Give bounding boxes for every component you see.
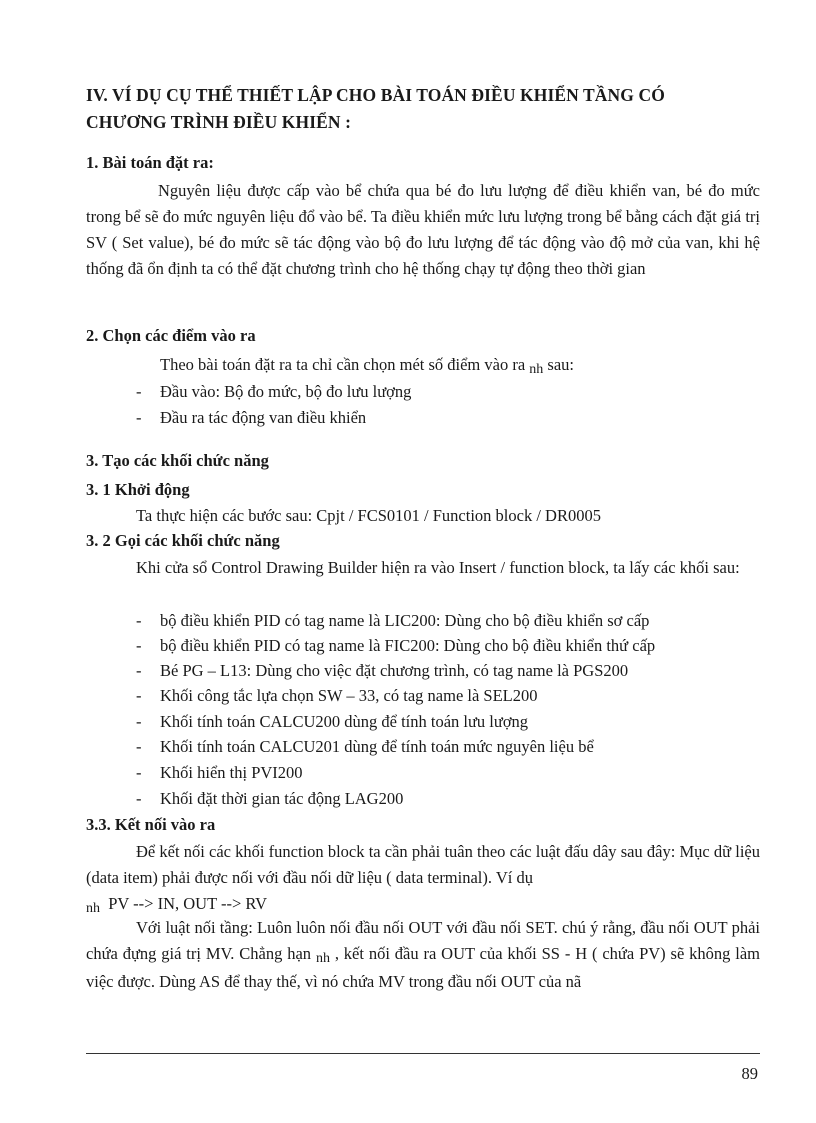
list-item: - Khối công tắc lựa chọn SW – 33, có tag name là SEL200	[136, 686, 538, 705]
list-item: - Khối tính toán CALCU201 dùng để tính toán mức nguyên liệu bể	[136, 737, 594, 756]
list-item: - Khối đặt thời gian tác động LAG200	[136, 789, 404, 808]
list-item: - bộ điều khiển PID có tag name là FIC200: Dùng cho bộ điều khiển thứ cấp	[136, 636, 656, 655]
section-1-body: Nguyên liệu được cấp vào bể chứa qua bé đo lưu lượng để điều khiển van, bé đo mức trong bể sẽ đo mức nguyên liệu đổ vào bể. Ta điều khiển mức lưu lượng trong bể bằng cách đặt giá trị SV ( Set value), bé đo mức sẽ tác động vào bộ đo lưu lượng để tác động vào độ mở của van, khi hệ thống đã ổn định ta có thể đặt chương trình cho hệ thống chạy tự động theo thời gian	[86, 181, 760, 278]
list-item: - Bé PG – L13: Dùng cho việc đặt chương trình, có tag name là PGS200	[136, 661, 629, 680]
section-3-3-paragraph-1: Để kết nối các khối function block ta cần phải tuân theo các luật đấu dây sau đây: Mục dữ liệu (data item) phải được nối với đầu nối dữ liệu ( data terminal). Ví dụ	[86, 842, 760, 887]
section-3-1-body: Ta thực hiện các bước sau: Cpjt / FCS0101 / Function block / DR0005	[136, 506, 601, 525]
section-3-3-title: 3.3. Kết nối vào ra	[86, 815, 216, 834]
list-item: - bộ điều khiển PID có tag name là LIC200: Dùng cho bộ điều khiển sơ cấp	[136, 611, 650, 630]
section-3-2-title: 3. 2 Gọi các khối chức năng	[86, 531, 280, 550]
list-item: - Đầu ra tác động van điều khiển	[136, 408, 367, 427]
section-3-3-paragraph-2: Với luật nối tầng: Luôn luôn nối đầu nối OUT với đầu nối SET. chú ý rằng, đầu nối OUT phải chứa đựng giá trị MV. Chẳng hạn nh , kết nối đầu ra OUT của khối SS - H ( chứa PV) sẽ không làm việc được. Dùng AS để thay thế, vì nó chứa MV trong đầu nối OUT của nã	[86, 918, 761, 991]
list-item: - Khối hiển thị PVI200	[136, 763, 303, 782]
page-number: 89	[741, 1064, 758, 1083]
section-1-title: 1. Bài toán đặt ra:	[86, 153, 214, 172]
section-3-title: 3. Tạo các khối chức năng	[86, 451, 269, 470]
section-3-2-body: Khi cửa sổ Control Drawing Builder hiện ra vào Insert / function block, ta lấy các khối sau:	[136, 558, 740, 577]
section-2-title: 2. Chọn các điểm vào ra	[86, 326, 256, 345]
section-3-1-title: 3. 1 Khởi động	[86, 480, 190, 499]
section-2-intro: Theo bài toán đặt ra ta chỉ cần chọn mét số điểm vào ra nh sau:	[160, 355, 574, 377]
chapter-heading-line-2: CHƯƠNG TRÌNH ĐIỀU KHIỂN :	[86, 112, 352, 132]
section-3-3-example: nh PV --> IN, OUT --> RV	[86, 894, 268, 916]
chapter-heading-line-1: IV. VÍ DỤ CỤ THỂ THIẾT LẬP CHO BÀI TOÁN ĐIỀU KHIỂN TẦNG CÓ	[86, 85, 665, 105]
list-item: - Đầu vào: Bộ đo mức, bộ đo lưu lượng	[136, 382, 412, 401]
footer-divider	[86, 1053, 760, 1054]
chapter-heading	[86, 82, 760, 136]
list-item: - Khối tính toán CALCU200 dùng để tính toán lưu lượng	[136, 712, 529, 731]
